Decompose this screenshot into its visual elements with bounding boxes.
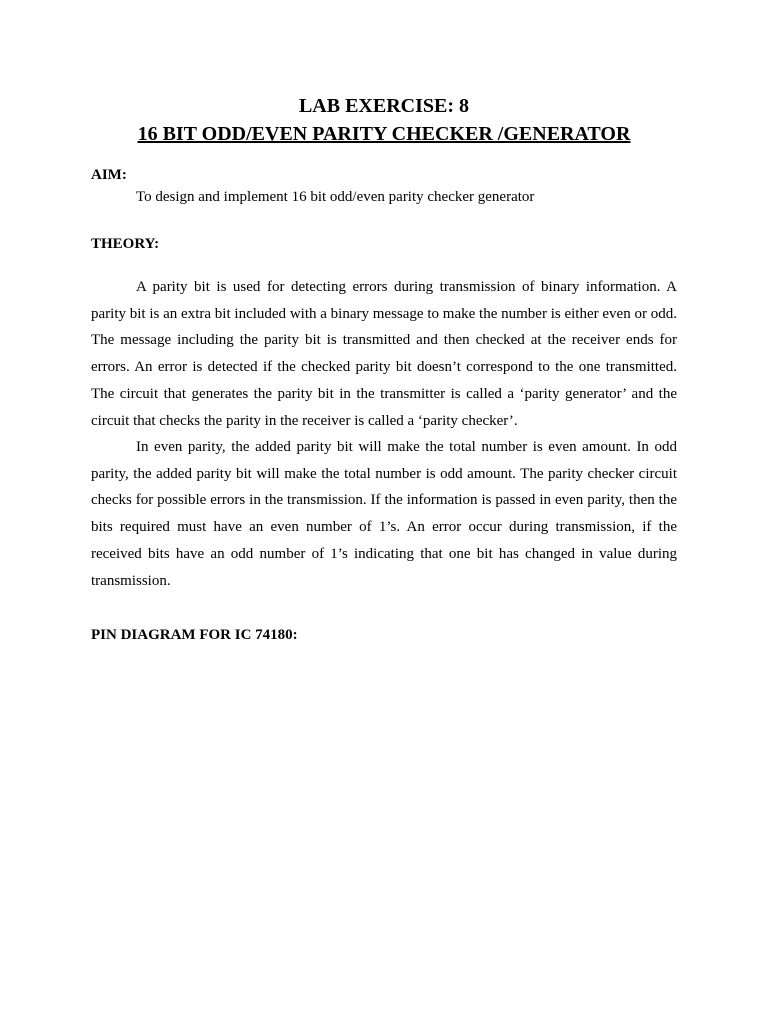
document-subtitle: 16 BIT ODD/EVEN PARITY CHECKER /GENERATOR — [137, 123, 631, 145]
lab-exercise-title: LAB EXERCISE: 8 — [298, 95, 470, 117]
aim-heading: AIM: — [91, 167, 127, 183]
pin-diagram-heading: PIN DIAGRAM FOR IC 74180: — [91, 627, 298, 643]
theory-paragraph: In even parity, the added parity bit will make the total number is even amount. In odd parity, the added parity bit will make the total number is odd amount. The parity checker circuit checks for possible errors in the transmission. If the information is passed in even parity, then the bits required must have an even number of 1’s. An error occur during transmission, if the received bits have an odd number of 1’s indicating that one bit has changed in value during transmission. — [91, 439, 677, 589]
aim-text: To design and implement 16 bit odd/even parity checker generator — [136, 189, 535, 205]
theory-heading: THEORY: — [91, 236, 160, 252]
theory-paragraph: A parity bit is used for detecting errors during transmission of binary information. A parity bit is an extra bit included with a binary message to make the number is either even or odd. The message including the parity bit is transmitted and then checked at the receiver ends for errors. An error is detected if the checked parity bit doesn’t correspond to the one transmitted. The circuit that generates the parity bit in the transmitter is called a ‘parity generator’ and the circuit that checks the parity in the receiver is called a ‘parity checker’. — [91, 279, 677, 429]
